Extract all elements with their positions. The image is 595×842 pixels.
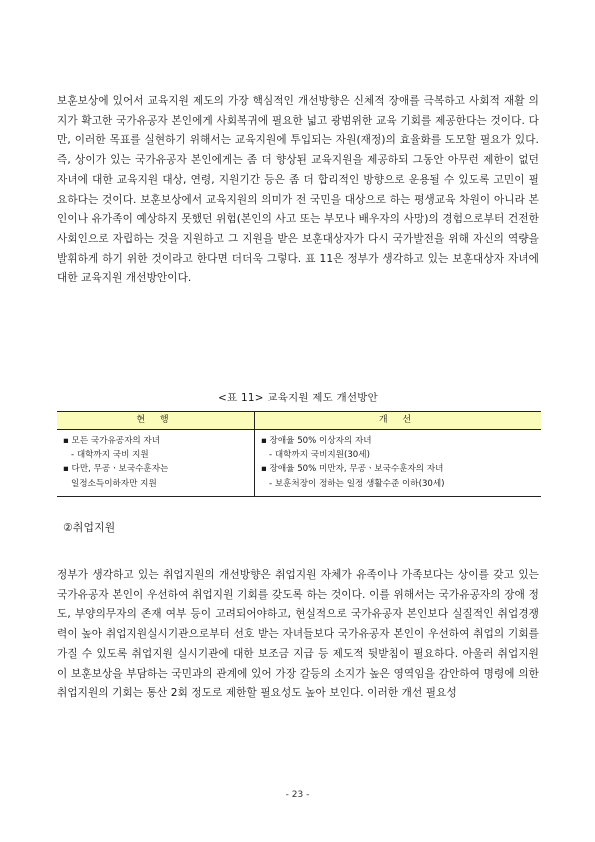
page-number: - 23 - [285, 790, 310, 800]
improvement-table [57, 411, 541, 497]
table-title: <표 11> 교육지원 제도 개선방안 [218, 392, 378, 404]
header-improved: 개 선 [255, 412, 542, 430]
current-line: ▪ 다만, 무공ㆍ보국수훈자는 [63, 464, 169, 475]
body-paragraph-1: 보훈보상에 있어서 교육지원 제도의 가장 핵심적인 개선방향은 신체적 장애를 극복하고 사회적 재활 의지가 확고한 국가유공자 본인에게 사회복귀에 필요한 넓고 광범위한 교육 기회를 제공한다는 것이다. 다만, 이러한 목표를 실현하기 위해서는 교육지원에 투입되는 자원(재정)의 효율화를 도모할 필요가 있다. 즉, 상이가 있는 국가유공자 본인에게는 좀 더 향상된 교육지원을 제공하되 그동안 아무런 제한이 없던 자녀에 대한 교육지원 대상, 연령, 지원기간 등은 좀 더 합리적인 방향으로 운용될 수 있도록 고민이 필요하다는 것이다. 보훈보상에서 교육지원의 의미가 전 국민을 대상으로 하는 평생교육 차원이 아니라 본인이나 유가족이 예상하지 못했던 위험(본인의 사고 또는 부모나 배우자의 사망)의 경험으로부터 건전한 사회인으로 자립하는 것을 지원하고 그 지원을 받은 보훈대상자가 다시 국가발전을 위해 자신의 역량을 발휘하게 하기 위한 것이라고 한다면 더더욱 그렇다. 표 11은 정부가 생각하고 있는 보훈대상자 자녀에 대한 교육지원 개선방안이다. [57, 95, 539, 285]
improved-line: - 대학까지 국비지원(30세) [269, 450, 370, 461]
header-current: 현 행 [57, 412, 255, 430]
improved-line: ▪ 장애율 50% 미만자, 무공ㆍ보국수훈자의 자녀 [261, 464, 444, 475]
body-paragraph-2: 정부가 생각하고 있는 취업지원의 개선방향은 취업지원 자체가 유족이나 가족보다는 상이를 갖고 있는 국가유공자 본인이 우선하여 취업지원 기회를 갖도록 하는 것이다. 이를 위해서는 국가유공자의 장애 정도, 부양의무자의 존재 여부 등이 고려되어야하고, 현실적으로 국가유공자 본인보다 실질적인 취업경쟁력이 높아 취업지원실시기관으로부터 선호 받는 자녀들보다 국가유공자 본인이 우선하여 취업의 기회를 가질 수 있도록 취업지원 실시기관에 대한 보조금 지급 등 제도적 뒷받침이 필요하다. 아울러 취업지원이 보훈보상을 부담하는 국민과의 관계에 있어 가장 갈등의 소지가 높은 영역임을 감안하여 명령에 의한 취업지원의 기회는 통산 2회 정도로 제한할 필요성도 높아 보인다. 이러한 개선 필요성 [57, 569, 539, 700]
current-line: ▪ 모든 국가유공자의 자녀 [63, 436, 161, 446]
current-cell [57, 430, 255, 497]
improved-cell [255, 430, 542, 497]
improved-line: - 보훈처장이 정하는 일정 생활수준 이하(30세) [269, 478, 445, 489]
improved-line: ▪ 장애율 50% 이상자의 자녀 [261, 436, 372, 446]
current-line: 일정소득이하자만 지원 [71, 478, 157, 489]
section-heading: ②취업지원 [63, 521, 116, 534]
current-line: - 대학까지 국비 지원 [71, 450, 149, 461]
